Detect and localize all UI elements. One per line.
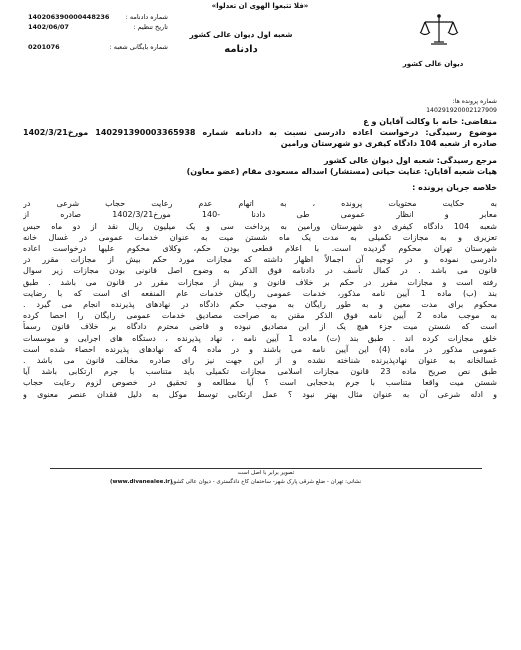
document-type-title: دادنامه <box>224 44 258 55</box>
archive-value: 0201076 <box>28 43 60 51</box>
body-line: است که شستن میت جزء هیچ یک از این مصادیق نبوده و قاضی محترم دادگاه بر خلاف قانون رسماً <box>23 322 497 332</box>
footer-divider <box>50 468 482 469</box>
document-meta <box>28 12 168 52</box>
footer-website: (www.divanealee.ir) <box>110 479 173 485</box>
body-line: بند (ب) ماده 1 آیین نامه مذکور، خدمات عمومی رایگان خدمات عام المنفعه ای است که با رضایت <box>23 288 497 298</box>
court-name: شعبه اول دیوان عالی کشور <box>189 30 293 39</box>
body-line: صادره از شعبه 104 دادگاه کیفری دو شهرستان ورامین <box>280 139 497 149</box>
body-line: دادرسی نموده و در توجیه آن اجمالاً اظهار داشته که مجازات مورد حکم بیش از مجازات مقرر در <box>23 255 497 265</box>
date-value: 1402/06/07 <box>28 23 69 31</box>
file-number-value: 140291920002127909 <box>426 107 497 114</box>
body-line: محکوم برای مدت معین و به طور رایگان به موجب حکم دادگاه در نهادهای پذیرنده انجام می گیرد . <box>23 300 497 310</box>
body-line: به موجب ماده 2 آیین نامه فوق الذکر مقنن به صراحت مصادیق خدمات عمومی رایگان را احصا کرده <box>23 311 497 321</box>
emblem-icon <box>417 12 461 50</box>
body-line: هیات شعبه آقایان: عنایت حیاتی (مستشار) اسداله مسعودی مقام (عضو معاون) <box>186 166 497 176</box>
doc-number-label: شماره دادنامه : <box>125 13 168 21</box>
body-line: مرجع رسیدگی: شعبه اول دیوان عالی کشور <box>323 155 497 165</box>
body-line: شستن میت واقعا متناسب با جرم بدحجابی است ؟ آیا مطالعه و تحقیق در خصوص لزوم رعایت حجاب <box>23 378 497 388</box>
date-label: تاریخ تنظیم : <box>133 23 168 31</box>
header-quote: «فلا تتبعوا الهوی ان تعدلوا» <box>211 2 309 10</box>
body-line: عمومی مذکور در ماده (4) این آیین نامه می باشند و در ماده 4 که نهادهای پذیرنده احصاء شده است <box>23 344 497 354</box>
file-number-label: شماره پرونده ها: <box>452 98 497 105</box>
footer-address: نشانی: تهران - ضلع شرقی پارک شهر- ساختمان کاخ دادگستری - دیوان عالی کشور <box>170 479 362 485</box>
body-line: موضوع رسیدگی: درخواست اعاده دادرسی نسبت به دادنامه شماره 140291390003365938 مورخ1402/3/21 <box>23 128 497 138</box>
body-line: قانون می باشد . در کمال تأسف در دادنامه فوق الذکر به وضوح اصل قانونی بودن مجازات زیر سوال <box>23 266 497 276</box>
verdict-body <box>23 116 497 400</box>
doc-number-value: 140206390000448236 <box>28 13 110 21</box>
file-number-block <box>347 97 497 115</box>
body-line: معابر و انظار عمومی طی دادنا -140 مورخ1402/3/21 صادره از <box>23 210 497 220</box>
archive-label: شماره بایگانی شعبه : <box>109 43 168 51</box>
body-line: خلاصه جریان پرونده : <box>412 183 497 193</box>
body-line: شعبه 104 دادگاه کیفری دو شهرستان ورامین به پرداخت سی و یک میلیون ریال نقد از دو ماه حبس <box>23 221 497 231</box>
body-line: تعزیری و به مجازات تکمیلی به مدت یک ماه شستن میت به عنوان خدمات عمومی در غسال خانه <box>23 232 497 242</box>
footer-stamp-note: تصویر برابر با اصل است <box>237 470 295 476</box>
body-line: طبق نص صریح ماده 23 قانون مجازات اسلامی مجازات تکمیلی باید متناسب با جرم ارتکابی باشد آیا <box>23 367 497 377</box>
body-line: شهرستان تهران محکوم گردیده است. با اعلام قطعی بودن حکم، وکلای محکوم علیها درخواست اعاده <box>23 244 497 254</box>
body-line: خلق مجازات کرده اند . طبق بند (ت) ماده 1 آیین نامه ، نهاد پذیرنده ، دستگاه های اجرایی و موسسات <box>23 333 497 343</box>
body-line: متقاضی: خانه با وکالت آقایان و ع <box>363 117 497 126</box>
body-line: به حکایت محتویات پرونده ، به اتهام عدم رعایت حجاب شرعی در <box>23 199 497 209</box>
court-subtitle: دیوان عالی کشور <box>402 60 464 68</box>
body-line: رفته است و مجازات مقرر در حکم بر خلاف قانون و بیش از مجازات مقرر در قانون می باشد . طبق <box>23 277 497 287</box>
body-line: غسالخانه به عنوان نهادپذیرنده شناخته نشده و از این جهت نیز رای صادره مخالف قانون می باشد . <box>23 356 497 366</box>
body-line: و ادله شرعی آن به عنوان مثال بهتر نبود ؟ عمل ارتکابی توسط موکل به دلیل فقدان عنصر معنوی و <box>23 389 497 399</box>
